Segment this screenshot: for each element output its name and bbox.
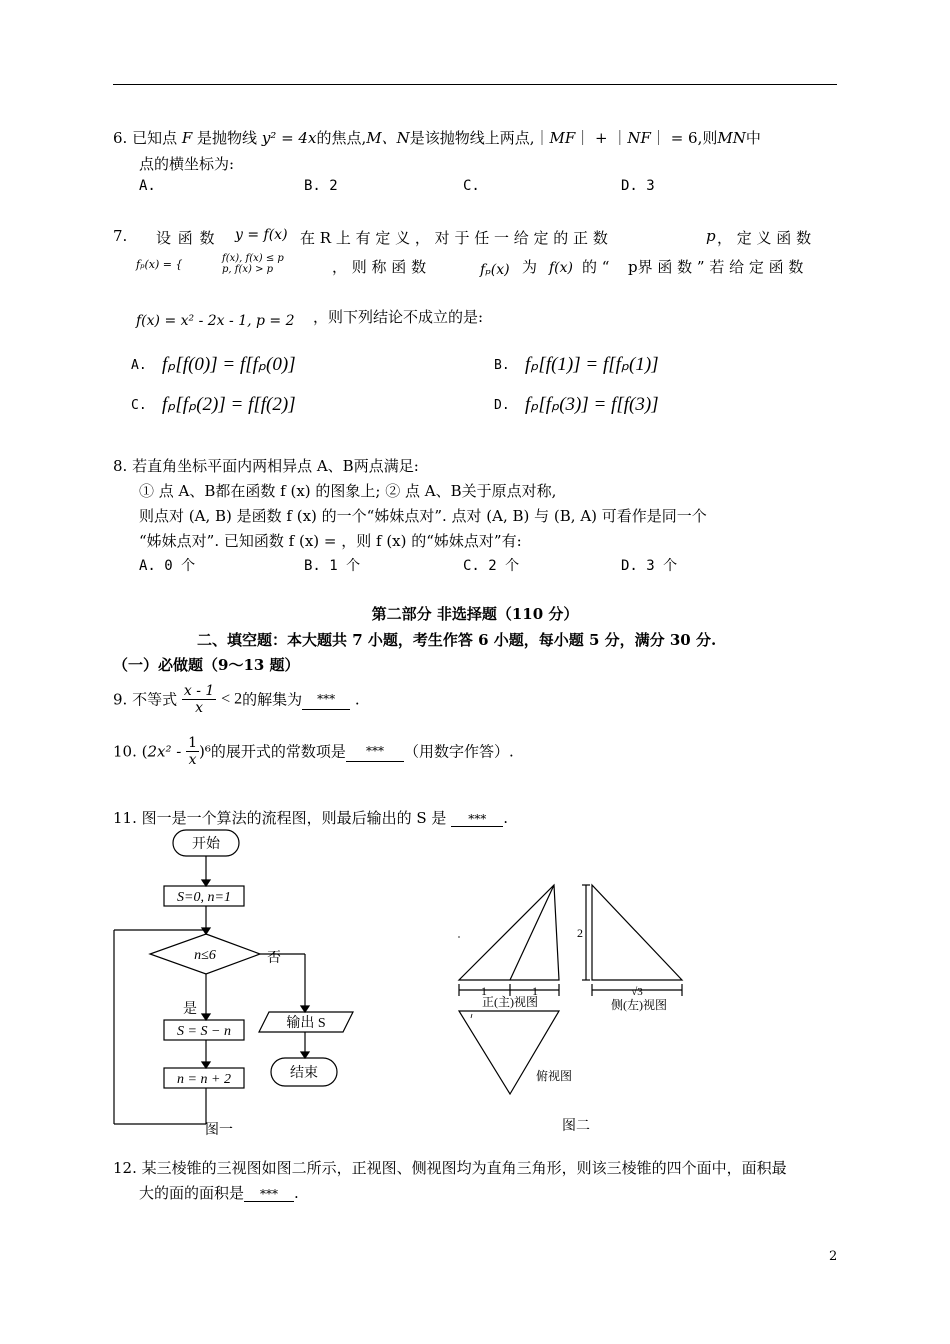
side-view-label: 侧(左)视图	[611, 998, 667, 1012]
q6-option-a: A.	[139, 178, 156, 194]
q7-line1-a: 设 函 数	[156, 229, 215, 247]
q11-line: 11. 图一是一个算法的流程图，则最后输出的 S 是 *** .	[113, 809, 508, 827]
flowchart-start-label: 开始	[192, 837, 220, 852]
q9-fraction: $\frac{x - 1}{x}$	[183, 683, 215, 716]
header-rule	[113, 84, 837, 85]
q7-wei: 为	[522, 258, 538, 276]
front-base-1: 1	[481, 984, 487, 998]
q7-option-d-label: D.	[494, 398, 510, 413]
q10-answer-blank: ***	[346, 741, 404, 762]
q7-line2-c: 的 “	[582, 258, 610, 276]
q10-fraction: $\frac{1}{x}$	[188, 735, 198, 768]
q8-option-c: C. 2 个	[463, 558, 520, 574]
q12-line2: 大的面的面积是 *** .	[139, 1184, 299, 1202]
flowchart-yes-label: 是	[183, 1002, 197, 1017]
three-views-figure	[450, 878, 690, 1138]
flowchart-output-label: 输出 S	[286, 1016, 326, 1031]
q7-def-fp: fₚ(x) = {	[136, 258, 183, 271]
top-view-label: 俯视图	[535, 1069, 573, 1083]
flowchart-end-label: 结束	[290, 1066, 318, 1081]
q7-line3-tail: ，则下列结论不成立的是:	[313, 308, 484, 326]
q7-line2-d: p界 函 数 ” 若 给 定 函 数	[628, 258, 804, 276]
q6-option-d: D. 3	[621, 178, 655, 194]
q8-option-b: B. 1 个	[304, 558, 361, 574]
q8-line3: 则点对 (A, B) 是函数 f (x) 的一个“姊妹点对”. 点对 (A, B) 与 (B, A) 可看作是同一个	[139, 507, 707, 525]
q6-option-b: B. 2	[304, 178, 338, 194]
q9-line: 9. 不等式 $\frac{x - 1}{x}$ < 2的解集为 *** .	[113, 683, 360, 716]
flowchart-step1-label: S = S − n	[177, 1024, 231, 1039]
figure1-caption: 图一	[205, 1123, 233, 1138]
q7-fpx: fₚ(x)	[480, 262, 510, 278]
flowchart	[105, 822, 365, 1140]
q7-option-a-expr: fₚ[f(0)] = f[fₚ(0)]	[162, 354, 296, 375]
q6-line1: 6. 已知点 F 是抛物线 y² = 4x的焦点,M、N是该抛物线上两点,｜MF｜ + ｜NF｜ = 6,则MN中	[113, 129, 761, 147]
q8-line2: ① 点 A、B都在函数 f (x) 的图象上; ② 点 A、B关于原点对称,	[139, 482, 557, 500]
q12-answer-blank: ***	[244, 1187, 294, 1202]
q7-option-a-label: A.	[131, 358, 147, 373]
page-number: 2	[829, 1249, 838, 1264]
q7-given-function: f(x) = x² - 2x - 1, p = 2	[136, 313, 295, 329]
side-base-label: √3	[631, 986, 643, 998]
front-view-label: 正(主)视图	[482, 995, 538, 1009]
flowchart-condition-label: n≤6	[194, 948, 216, 963]
q7-fx: f(x)	[549, 260, 574, 276]
q6-option-c: C.	[463, 178, 480, 194]
q7-func: y = f(x)	[235, 227, 288, 243]
subsection-heading: （一）必做题（9～13 题）	[113, 656, 300, 674]
q6-line2: 点的横坐标为:	[139, 155, 235, 173]
flowchart-step2-label: n = n + 2	[177, 1072, 231, 1087]
q10-line: 10. (2x² - $\frac{1}{x}$ )⁶的展开式的常数项是 *** （用数字作答）.	[113, 735, 514, 768]
q7-option-b-label: B.	[494, 358, 510, 373]
q9-answer-blank: ***	[302, 689, 350, 710]
figure2-caption: 图二	[562, 1119, 590, 1134]
q8-option-a: A. 0 个	[139, 558, 196, 574]
flowchart-no-label: 否	[267, 951, 281, 966]
q7-number: 7.	[113, 227, 128, 245]
q7-option-c-label: C.	[131, 398, 147, 413]
q7-line1-c: ， 定 义 函 数	[717, 229, 812, 247]
q7-option-b-expr: fₚ[f(1)] = f[fₚ(1)]	[525, 354, 659, 375]
q7-line2-b: ， 则 称 函 数	[332, 258, 427, 276]
q12-line1: 12. 某三棱锥的三视图如图二所示，正视图、侧视图均为直角三角形，则该三棱锥的四个面中，面积最	[113, 1159, 787, 1177]
q7-def-cases: f(x), f(x) ≤ p p, f(x) > p	[222, 253, 284, 275]
q7-p: p	[706, 227, 716, 245]
q7-option-d-expr: fₚ[fₚ(3)] = f[f(3)]	[525, 394, 659, 415]
part2-title: 第二部分 非选择题（110 分）	[371, 605, 579, 623]
q7-option-c-expr: fₚ[fₚ(2)] = f[f(2)]	[162, 394, 296, 415]
q8-line1: 8. 若直角坐标平面内两相异点 A、B两点满足:	[113, 457, 419, 475]
q8-line4: “姊妹点对”. 已知函数 f (x) = ，则 f (x) 的“姊妹点对”有:	[139, 532, 522, 550]
q8-option-d: D. 3 个	[621, 558, 678, 574]
side-height-label: 2	[577, 926, 583, 940]
q7-line1-b: 在 R 上 有 定 义 ， 对 于 任 一 给 定 的 正 数	[300, 229, 608, 247]
side-view-triangle	[592, 885, 682, 980]
flowchart-init-label: S=0, n=1	[177, 890, 231, 905]
section-heading: 二、填空题：本大题共 7 小题，考生作答 6 小题，每小题 5 分，满分 30 分.	[197, 631, 717, 649]
q11-answer-blank: ***	[451, 812, 503, 827]
front-view-triangle	[459, 885, 559, 980]
front-base-2: 1	[532, 984, 538, 998]
